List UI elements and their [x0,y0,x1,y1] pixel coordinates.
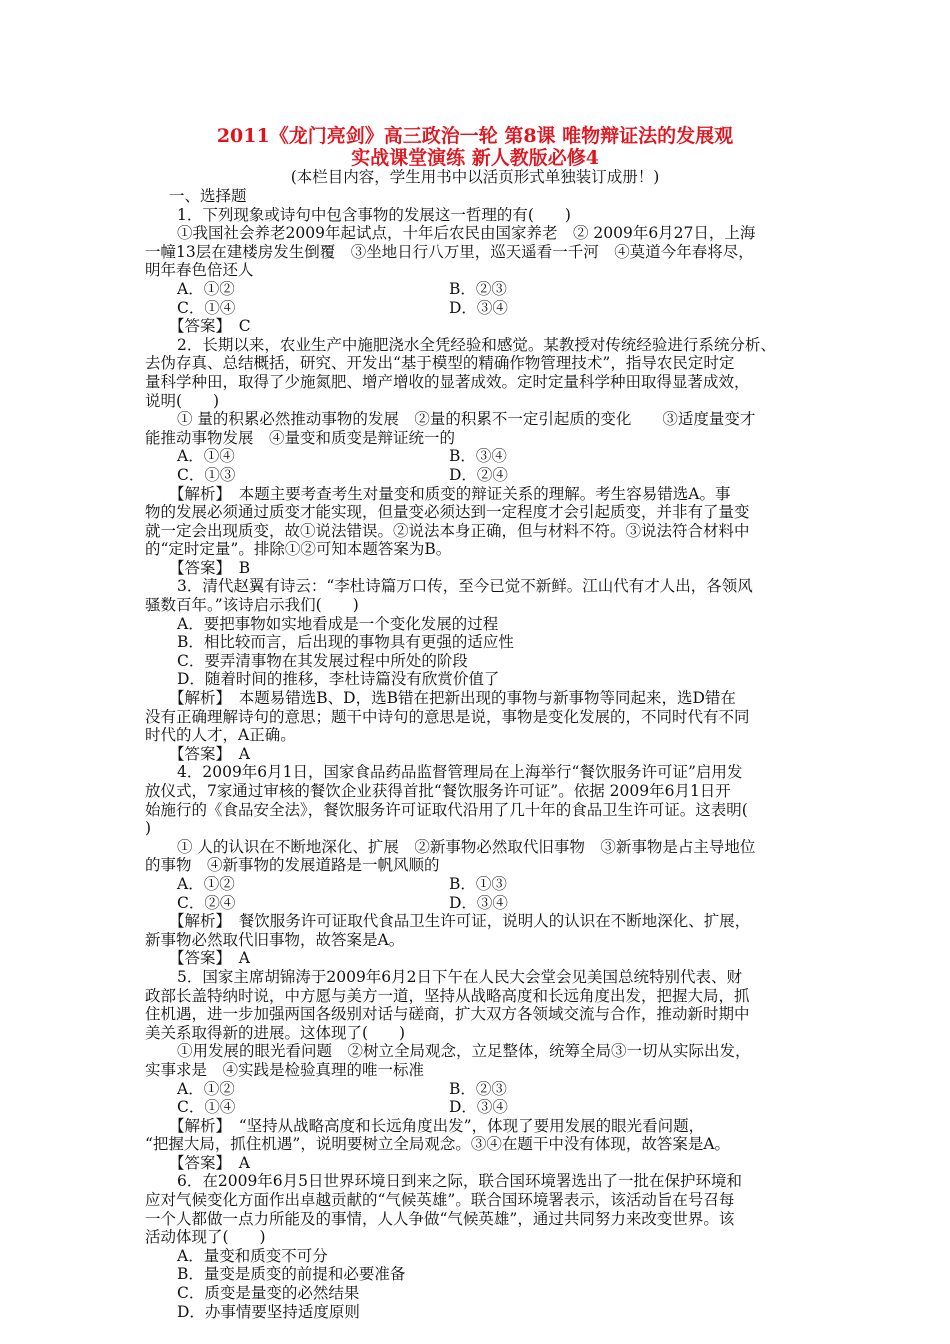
q4-option-a: A．①② [177,874,235,893]
q2-option-d: D．②④ [449,465,508,484]
q6-line: 一个人都做一点力所能及的事情，人人争做“气候英雄”，通过共同努力来改变世界。该 [145,1209,735,1228]
q2-analysis: 的“定时定量”。排除①②可知本题答案为B。 [145,540,452,559]
q4-line: 始施行的《食品安全法》，餐饮服务许可证取代沿用了几十年的食品卫生许可证。这表明( [145,800,748,819]
q5-analysis: “把握大局，抓住机遇”，说明要树立全局观念。③④在题干中没有体现，故答案是A。 [145,1135,731,1154]
q3-option-b: B．相比较而言，后出现的事物具有更强的适应性 [177,633,514,652]
q5-statements: 实事求是 ④实践是检验真理的唯一标准 [145,1060,425,1079]
q2-analysis: 【解析】 本题主要考查考生对量变和质变的辩证关系的理解。考生容易错选A。事 [169,484,731,503]
q3-option-c: C．要弄清事物在其发展过程中所处的阶段 [177,651,468,670]
q4-line: ) [145,819,152,838]
q1-option-c: C．①④ [177,298,236,317]
q4-options-row [145,875,810,894]
q2-answer: 【答案】 B [169,558,251,577]
subtitle: (本栏目内容，学生用书中以活页形式单独装订成册！) [290,168,660,186]
title-line-2: 实战课堂演练 新人教版必修4 [351,147,599,169]
q5-line: 美关系取得新的进展。这体现了( ) [145,1023,406,1042]
q2-line: 量科学种田，取得了少施氮肥、增产增收的显著成效。定时定量科学种田取得显著成效， [145,372,750,391]
q4-options-row [145,894,810,913]
q3-option-a: A．要把事物如实地看成是一个变化发展的过程 [177,614,499,633]
q5-line: 住机遇，进一步加强两国各级别对话与磋商，扩大双方各领域交流与合作，推动新时期中 [145,1005,750,1024]
content [145,187,810,1321]
q1-line: ①我国社会养老2009年起试点，十年后农民由国家养老 ② 2009年6月27日，上海 [177,224,756,243]
q3-option-d: D．随着时间的推移，李杜诗篇没有欣赏价值了 [177,670,500,689]
q4-answer: 【答案】 A [169,949,250,968]
q2-option-c: C．①③ [177,465,236,484]
q6-line: 活动体现了( ) [145,1228,266,1247]
q5-option-d: D．③④ [449,1098,508,1117]
q3-line: 骚数百年。”该诗启示我们( ) [145,596,359,615]
q1-option-b: B．②③ [449,279,507,298]
q5-analysis: 【解析】 “坚持从战略高度和长远角度出发”，体现了要用发展的眼光看问题， [169,1116,705,1135]
q5-option-c: C．①④ [177,1098,236,1117]
q1-answer: 【答案】 C [169,317,251,336]
q2-option-b: B．③④ [449,447,507,466]
q2-option-a: A．①④ [177,447,235,466]
q4-statements: ① 人的认识在不断地深化、扩展 ②新事物必然取代旧事物 ③新事物是占主导地位 [177,837,756,856]
q2-analysis: 就一定会出现质变，故①说法错误。②说法本身正确，但与材料不符。③说法符合材料中 [145,521,750,540]
q1-line: 一幢13层在建楼房发生倒覆 ③坐地日行八万里，巡天遥看一千河 ④莫道今年春将尽， [145,242,754,261]
section-heading: 一、选择题 [169,187,247,205]
q5-option-b: B．②③ [449,1079,507,1098]
q3-stem: 3．清代赵翼有诗云：“李杜诗篇万口传，至今已觉不新鲜。江山代有才人出，各领风 [177,577,753,596]
q5-line: 政部长盖特纳时说，中方愿与美方一道，坚持从战略高度和长远角度出发，把握大局，抓 [145,986,750,1005]
q6-option-b: B．量变是质变的前提和必要准备 [177,1265,406,1284]
q2-statements: ① 量的积累必然推动事物的发展 ②量的积累不一定引起质的变化 ③适度量变才 [177,410,756,429]
q3-answer: 【答案】 A [169,744,250,763]
q4-option-b: B．①③ [449,874,507,893]
q4-analysis: 新事物必然取代旧事物，故答案是A。 [145,930,405,949]
q2-line: 去伪存真、总结概括，研究、开发出“基于模型的精确作物管理技术”，指导农民定时定 [145,354,735,373]
q5-option-a: A．①② [177,1079,235,1098]
q2-stem: 2．长期以来，农业生产中施肥浇水全凭经验和感觉。某教授对传统经验进行系统分析、 [177,335,776,354]
q5-statements: ①用发展的眼光看问题 ②树立全局观念，立足整体，统筹全局③一切从实际出发， [177,1042,751,1061]
q6-option-a: A．量变和质变不可分 [177,1246,328,1265]
q5-stem: 5．国家主席胡锦涛于2009年6月2日下午在人民大会堂会见美国总统特别代表、财 [177,967,743,986]
q5-options-row [145,1080,810,1099]
title-line-1: 2011《龙门亮剑》高三政治一轮 第8课 唯物辩证法的发展观 [216,125,734,147]
q3-analysis: 没有正确理解诗句的意思；题干中诗句的意思是说，事物是变化发展的，不同时代有不同 [145,707,750,726]
q2-statements: 能推动事物发展 ④量变和质变是辩证统一的 [145,428,456,447]
q2-options-row [145,466,810,485]
q4-stem: 4．2009年6月1日，国家食品药品监督管理局在上海举行“餐饮服务许可证”启用发 [177,763,743,782]
q3-analysis: 【解析】 本题易错选B、D，选B错在把新出现的事物与新事物等同起来，选D错在 [169,689,736,708]
q4-statements: 的事物 ④新事物的发展道路是一帆风顺的 [145,856,440,875]
q2-line: 说明( ) [145,391,220,410]
q4-line: 放仪式，7家通过审核的餐饮企业获得首批“餐饮服务许可证”。依据 2009年6月1日开 [145,782,731,800]
q6-line: 应对气候变化方面作出卓越贡献的“气候英雄”。联合国环境署表示，该活动旨在号召每 [145,1191,735,1210]
q1-options-row [145,299,810,318]
q1-options-row [145,280,810,299]
q6-option-d: D．办事情要坚持适度原则 [177,1302,360,1321]
q5-answer: 【答案】 A [169,1153,250,1172]
q6-option-c: C．质变是量变的必然结果 [177,1284,360,1303]
q2-options-row [145,447,810,466]
q1-stem: 1．下列现象或诗句中包含事物的发展这一哲理的有( ) [177,205,571,224]
q4-analysis: 【解析】 餐饮服务许可证取代食品卫生许可证，说明人的认识在不断地深化、扩展， [169,912,751,931]
q1-option-d: D．③④ [449,298,508,317]
q3-analysis: 时代的人才，A正确。 [145,726,296,745]
q2-analysis: 物的发展必须通过质变才能实现，但量变必须达到一定程度才会引起质变，并非有了量变 [145,503,750,522]
q1-option-a: A．①② [177,279,235,298]
q6-stem: 6．在2009年6月5日世界环境日到来之际，联合国环境署选出了一批在保护环境和 [177,1172,743,1191]
q5-options-row [145,1098,810,1117]
q4-option-d: D．③④ [449,893,508,912]
q1-line: 明年春色倍还人 [145,261,254,280]
q4-option-c: C．②④ [177,893,236,912]
